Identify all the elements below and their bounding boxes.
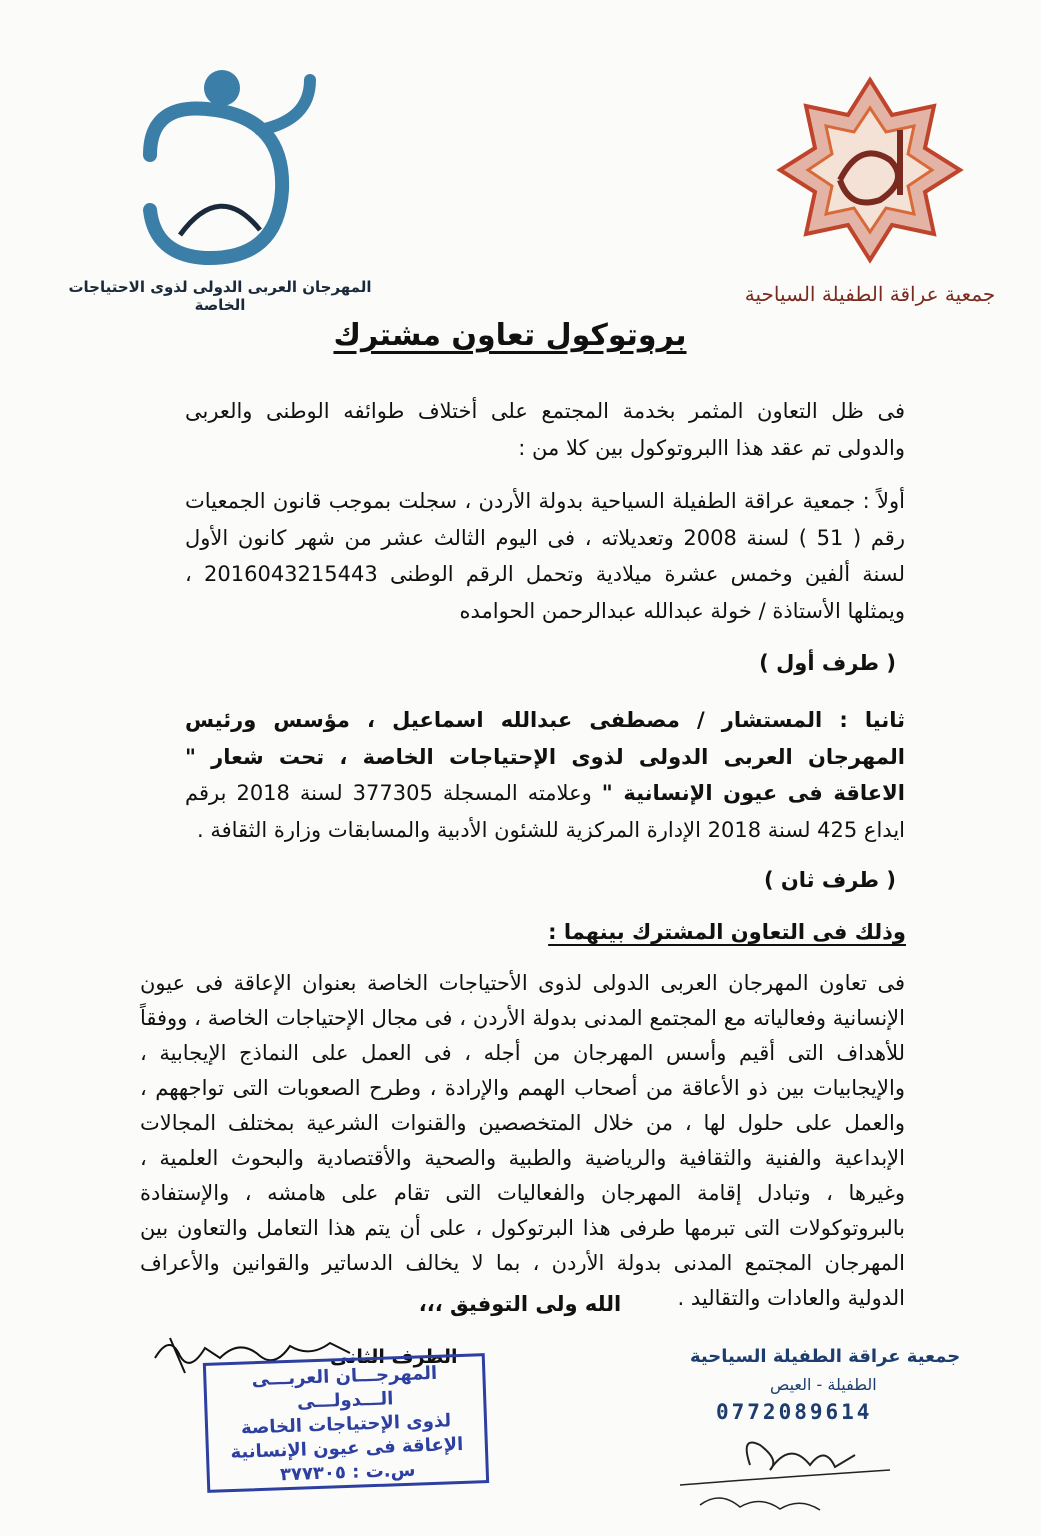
second-party-text: وعلامته المسجلة 377305 لسنة 2018 برقم ايداع 425 لسنة 2018 الإدارة المركزية للشئون الأدبية والمسابقات وزارة الثقافة . <box>185 781 905 842</box>
document-title: بروتوكول تعاون مشترك <box>333 318 687 353</box>
second-party-bold-text: ثانيا : المستشار / مصطفى عبدالله اسماعيل ، مؤسس ورئيس المهرجان العربى الدولى لذوى الإحتياجات الخاصة ، تحت شعار " الاعاقة فى عيون الإنسانية " <box>185 708 905 805</box>
stamp-line: س.ت : ٣٧٧٣٠٥ <box>279 1459 416 1486</box>
cooperation-paragraph: فى تعاون المهرجان العربى الدولى لذوى الأحتياجات الخاصة بعنوان الإعاقة فى عيون الإنسانية وفعالياته مع المجتمع المدنى بدولة الأردن ، فى مجال الإحتياجات الخاصة ، ووفقاً للأهداف التى أقيم وأسس المهرجان من أجله ، فى العمل على النماذج الإيجابية ، والإيجابيات بين ذو الأعاقة من أصحاب الهمم والإرادة ، وطرح الصعوبات التى تواجههم ، والعمل على حلول لها ، من خلال المتخصصين والقنوات الشرعية بمختلف المجالات الإبداعية والفنية والثقافية والرياضية والطبية والصحية والأقتصادية والبحوث العلمية ، وغيرها ، وتبادل إقامة المهرجان والفعاليات التى تقام على هامشه ، والإستفادة بالبروتوكولات التى تبرمها طرفى هذا البرتوكول ، على أن يتم هذا التعامل والتعاون بين المهرجان المجتمع المدنى بدولة الأردن ، بما لا يخالف الدساتير والقوانين والأعراف الدولية والعادات والتقاليد . <box>140 971 905 1310</box>
stamp-line: المهرجـــان العربـــى الـــدولـــى <box>251 1362 438 1413</box>
closing-line: الله ولى التوفيق ،،، <box>418 1292 622 1316</box>
first-party-label: ( طرف أول ) <box>759 651 896 675</box>
association-logo-caption: جمعية عراقة الطفيلة السياحية <box>744 282 996 306</box>
first-party-phone: 0772089614 <box>716 1400 873 1424</box>
festival-logo <box>60 60 380 314</box>
festival-logo-caption: المهرجان العربى الدولى لذوى الاحتياجات الخاصة <box>68 278 372 314</box>
second-party-label: ( طرف ثان ) <box>763 868 896 892</box>
intro-paragraph: فى ظل التعاون المثمر بخدمة المجتمع على أختلاف طوائفه الوطنى والعربى والدولى تم عقد هذا االبروتوكول بين كلا من : <box>185 399 905 460</box>
association-logo <box>740 70 1000 320</box>
cooperation-heading: وذلك فى التعاون المشترك بينهما : <box>548 920 906 944</box>
stamp-line: الإعاقة فى عيون الإنسانية <box>230 1433 464 1464</box>
stamp-line: لذوى الإحتياجات الخاصة <box>240 1410 452 1439</box>
second-party-signature-label: الطرف الثانى <box>330 1346 458 1368</box>
festival-logo-icon <box>110 60 330 275</box>
first-party-paragraph: أولاً : جمعية عراقة الطفيلة السياحية بدولة الأردن ، سجلت بموجب قانون الجمعيات رقم ( 51 ) لسنة 2008 وتعديلاته ، فى اليوم الثالث عشر من شهر كانون الأول لسنة ألفين وخمس عشرة ميلادية وتحمل الرقم الوطنى 2016043215443 ، ويمثلها الأستاذة / خولة عبدالله عبدالرحمن الحوامده <box>185 489 906 623</box>
second-party-paragraph <box>185 702 905 848</box>
first-party-town: الطفيلة - العيص <box>770 1375 877 1394</box>
festival-stamp <box>203 1353 489 1493</box>
star-emblem-icon <box>770 70 970 270</box>
first-party-signature-label: جمعية عراقة الطفيلة السياحية <box>690 1346 961 1367</box>
first-party-signature-icon <box>660 1425 900 1520</box>
